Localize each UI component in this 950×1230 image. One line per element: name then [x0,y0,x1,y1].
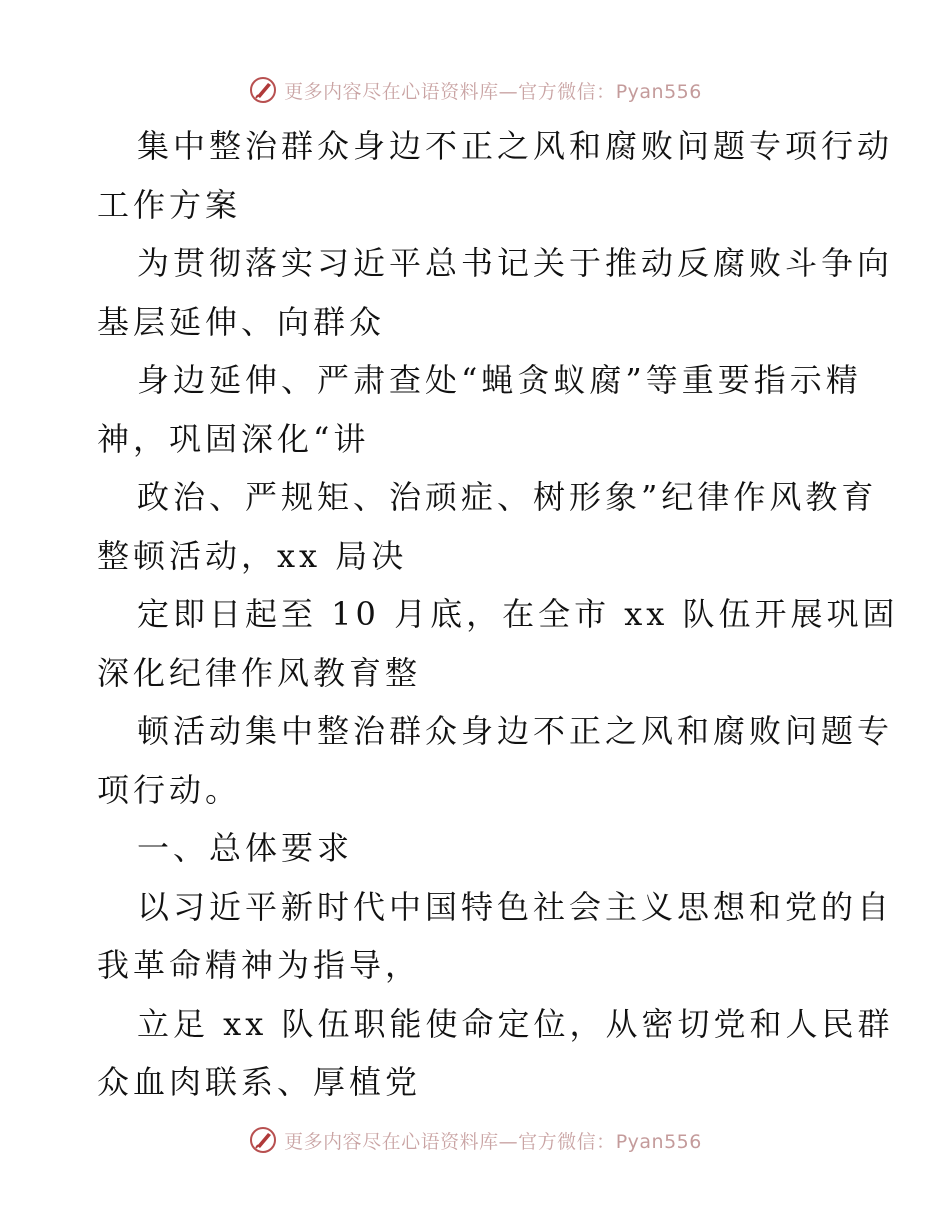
footer-watermark [0,1120,950,1160]
text-line: 我革命精神为指导， [97,946,422,984]
text-line: 神，巩固深化“讲 [97,419,370,458]
watermark-text: 更多内容尽在心语资料库—官方微信：Pyan556 [284,80,702,103]
text-line: 立足 xx 队伍职能使命定位，从密切党和人民群 [137,1004,894,1043]
text-line: 集中整治群众身边不正之风和腐败问题专项行动 [137,127,894,165]
text-line: 身边延伸、严肃查处“蝇贪蚁腐”等重要指示精 [137,361,862,399]
header-watermark [0,70,950,110]
document-body [97,117,899,1112]
text-line: 为贯彻落实习近平总书记关于推动反腐败斗争向 [137,244,894,282]
text-line: 众血肉联系、厚植党 [97,1063,422,1101]
text-line: 一、总体要求 [137,829,354,867]
text-line: 顿活动集中整治群众身边不正之风和腐败问题专 [137,712,894,750]
text-line: 定即日起至 10 月底，在全市 xx 队伍开展巩固 [137,595,899,633]
quill-pen-logo-icon [248,1125,278,1155]
watermark-text: 更多内容尽在心语资料库—官方微信：Pyan556 [284,1130,702,1153]
text-line: 工作方案 [97,185,242,224]
text-line: 项行动。 [97,770,242,809]
text-line: 深化纪律作风教育整 [97,653,422,692]
text-line: 以习近平新时代中国特色社会主义思想和党的自 [137,887,894,926]
quill-pen-logo-icon [248,75,278,105]
text-line: 政治、严规矩、治顽症、树形象”纪律作风教育 [137,478,878,516]
text-line: 基层延伸、向群众 [97,302,386,341]
text-line: 整顿活动，xx 局决 [97,536,408,575]
